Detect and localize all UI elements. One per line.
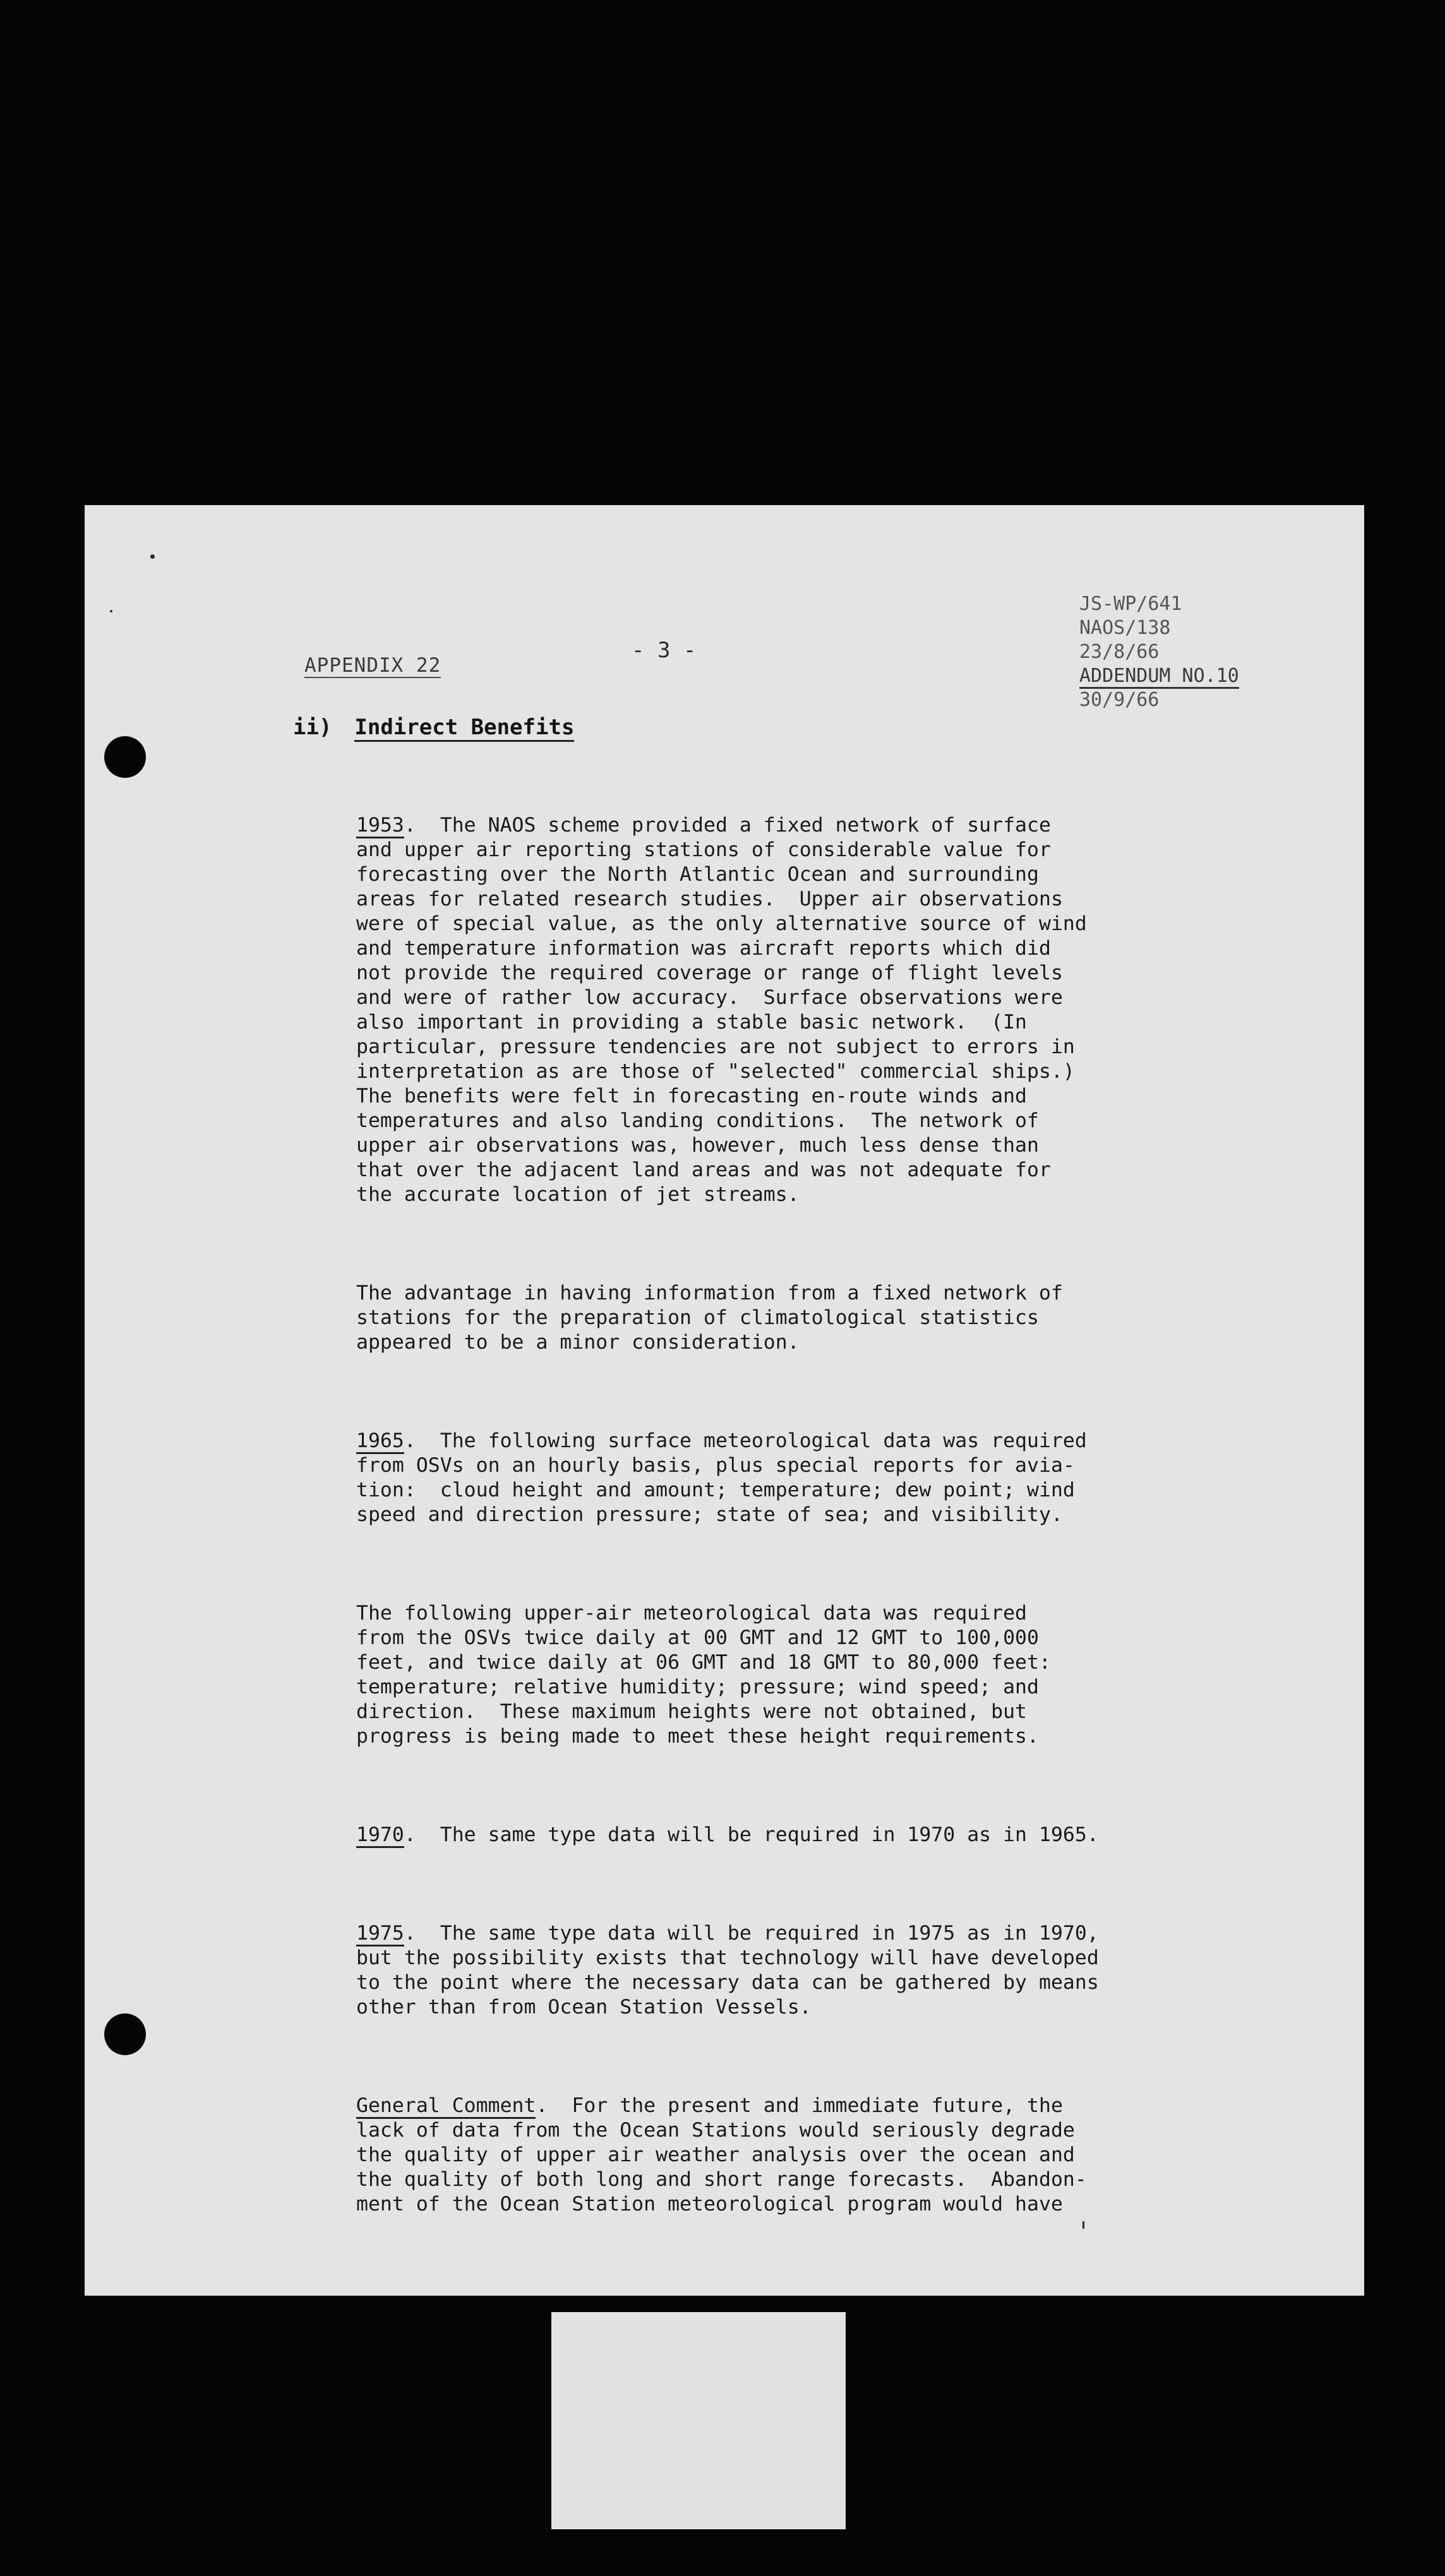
page-speck bbox=[150, 554, 155, 559]
paragraph-lead: 1970 bbox=[356, 1823, 404, 1848]
appendix-label: APPENDIX 22 bbox=[304, 654, 441, 677]
paragraph-text: . The NAOS scheme provided a fixed network of surface and upper air reporting stations of considerable value for forecasting over the North Atlantic Ocean and surrounding areas for related research studies. Upper air observations were of special value, as the only alternative source of wind and temperature information was aircraft reports which did not provide the required coverage or range of flight levels and were of rather low accuracy. Surface observations were also important in providing a stable basic network. (In particular, pressure tendencies are not subject to errors in interpretation as are those of "selected" commercial ships.) The benefits were felt in forecasting en-route winds and temperatures and also landing conditions. The network of upper air observations was, however, much less dense than that over the adjacent land areas and was not adequate for the accurate location of jet streams. bbox=[356, 814, 1087, 1206]
document-page bbox=[85, 505, 1364, 2296]
paragraph-text: . The following surface meteorological data was required from OSVs on an hourly basis, plus special reports for avia- tion: cloud height and amount; temperature; dew point; wind speed and direction pressure; state of sea; and visibility. bbox=[356, 1429, 1087, 1526]
paragraph-climatology bbox=[356, 1281, 1253, 1355]
reference-line: NAOS/138 bbox=[1079, 617, 1171, 639]
paragraph-1953 bbox=[356, 813, 1253, 1207]
page-speck bbox=[110, 610, 112, 612]
paragraph-text: . For the present and immediate future, the lack of data from the Ocean Stations would seriously degrade the quality of upper air weather analysis over the ocean and the quality of both long and short range forecasts. Abandon- ment of the Ocean Station meteorological program would have bbox=[356, 2094, 1087, 2215]
paragraph-lead: General Comment bbox=[356, 2094, 536, 2119]
addendum-date: 30/9/66 bbox=[1079, 689, 1160, 711]
section-title: Indirect Benefits bbox=[354, 715, 574, 742]
body-text bbox=[356, 764, 1253, 2291]
reference-line: JS-WP/641 bbox=[1079, 593, 1182, 615]
reference-line: 23/8/66 bbox=[1079, 641, 1160, 663]
paragraph-1965-surface bbox=[356, 1429, 1253, 1527]
document-reference-block bbox=[1079, 592, 1239, 712]
paragraph-1975 bbox=[356, 1921, 1253, 2020]
punch-hole-top bbox=[104, 736, 146, 778]
punch-hole-bottom bbox=[104, 2013, 146, 2055]
blank-film-label bbox=[551, 2312, 846, 2529]
paragraph-text: . The same type data will be required in 1970 as in 1965. bbox=[404, 1823, 1099, 1846]
paragraph-lead: 1975 bbox=[356, 1922, 404, 1947]
paragraph-lead: 1953 bbox=[356, 814, 404, 838]
addendum-label: ADDENDUM NO.10 bbox=[1079, 665, 1239, 689]
paragraph-text: The advantage in having information from a fixed network of stations for the preparation of climatological statistics appeared to be a minor consideration. bbox=[356, 1282, 1063, 1354]
section-number: ii) bbox=[293, 715, 332, 740]
paragraph-text: The following upper-air meteorological data was required from the OSVs twice daily at 00 GMT and 12 GMT to 100,000 feet, and twice daily at 06 GMT and 18 GMT to 80,000 feet: temperature; relative humidity; pressure; wind speed; and direction. These maximum heights were not obtained, but progress is being made to meet these height requirements. bbox=[356, 1602, 1051, 1748]
paragraph-1965-upper-air bbox=[356, 1601, 1253, 1749]
section-heading bbox=[293, 715, 574, 740]
paragraph-general-comment bbox=[356, 2094, 1253, 2217]
paragraph-1970 bbox=[356, 1823, 1253, 1847]
page-number: - 3 - bbox=[632, 638, 697, 663]
paragraph-text: . The same type data will be required in 1975 as in 1970, but the possibility exists that technology will have developed to the point where the necessary data can be gathered by means other than from Ocean Station Vessels. bbox=[356, 1922, 1099, 2018]
paragraph-lead: 1965 bbox=[356, 1429, 404, 1454]
